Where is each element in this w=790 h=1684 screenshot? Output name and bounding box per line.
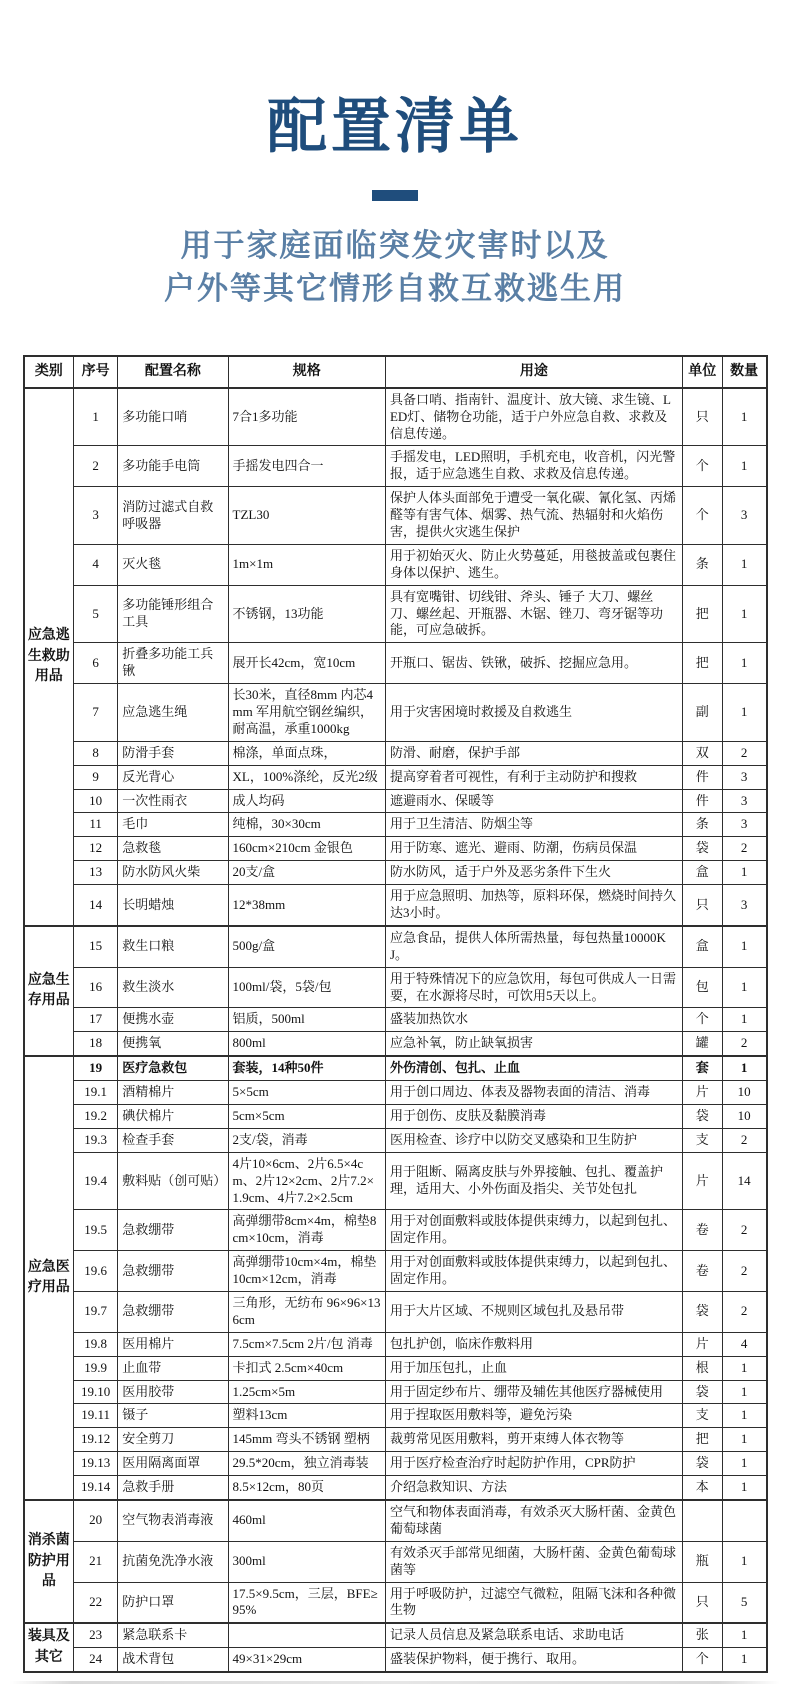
cell-name: 止血带 [118,1356,228,1380]
table-row [24,967,767,1008]
cell-number: 19.2 [74,1105,118,1129]
cell-spec: 20支/盒 [228,861,385,885]
col-header-category: 类别 [24,356,74,388]
cell-use: 用于应急照明、加热等，原料环保，燃烧时间持久达3小时。 [385,885,682,926]
cell-name: 救生淡水 [118,967,228,1008]
cell-qty: 3 [722,813,766,837]
cell-use: 盛装加热饮水 [385,1008,682,1032]
cell-spec: 高弹绷带8cm×4m，棉垫8cm×10cm，消毒 [228,1210,385,1251]
cell-unit: 只 [682,388,722,446]
table-row [24,684,767,742]
cell-unit: 片 [682,1332,722,1356]
cell-unit: 张 [682,1623,722,1647]
cell-unit: 根 [682,1356,722,1380]
cell-use: 用于灾害困境时救援及自救逃生 [385,684,682,742]
cell-name: 防水防风火柴 [118,861,228,885]
cell-use: 防水防风，适于户外及恶劣条件下生火 [385,861,682,885]
cell-spec: TZL30 [228,487,385,545]
cell-qty: 1 [722,388,766,446]
cell-name: 医疗急救包 [118,1056,228,1080]
col-header-spec: 规格 [228,356,385,388]
cell-qty: 2 [722,837,766,861]
cell-name: 镊子 [118,1404,228,1428]
cell-use: 具备口哨、指南针、温度计、放大镜、求生镜、LED灯、储物仓功能，适于户外应急自救、求救及信息传递。 [385,388,682,446]
cell-spec: 不锈钢，13功能 [228,585,385,643]
cell-spec: 棉涤，单面点珠， [228,741,385,765]
cell-name: 反光背心 [118,765,228,789]
cell-number: 13 [74,861,118,885]
cell-spec: 29.5*20cm，独立消毒装 [228,1452,385,1476]
cell-use: 医用检查、诊疗中以防交叉感染和卫生防护 [385,1128,682,1152]
table-row [24,1428,767,1452]
cell-name: 多功能口哨 [118,388,228,446]
cell-unit: 支 [682,1128,722,1152]
cell-spec: 卡扣式 2.5cm×40cm [228,1356,385,1380]
cell-name: 防护口罩 [118,1582,228,1623]
cell-use: 用于对创面敷料或肢体提供束缚力，以起到包扎、固定作用。 [385,1210,682,1251]
cell-use: 空气和物体表面消毒，有效杀灭大肠杆菌、金黄色葡萄球菌 [385,1500,682,1541]
cell-number: 16 [74,967,118,1008]
table-row [24,1452,767,1476]
cell-use: 用于对创面敷料或肢体提供束缚力，以起到包扎、固定作用。 [385,1251,682,1292]
cell-unit: 片 [682,1081,722,1105]
cell-spec: 2支/袋，消毒 [228,1128,385,1152]
cell-number: 19.13 [74,1452,118,1476]
cell-spec: 三角形，无纺布 96×96×136cm [228,1292,385,1333]
table-row [24,741,767,765]
cell-use: 有效杀灭手部常见细菌，大肠杆菌、金黄色葡萄球菌等 [385,1541,682,1582]
cell-use: 用于卫生清洁、防烟尘等 [385,813,682,837]
cell-unit: 个 [682,487,722,545]
cell-number: 19.6 [74,1251,118,1292]
cell-qty: 1 [722,1452,766,1476]
cell-number: 3 [74,487,118,545]
cell-number: 19.11 [74,1404,118,1428]
cell-use: 用于创口周边、体表及器物表面的清洁、消毒 [385,1081,682,1105]
cell-number: 11 [74,813,118,837]
cell-name: 敷料贴（创可贴） [118,1152,228,1210]
cell-use: 应急食品，提供人体所需热量，每包热量10000KJ。 [385,926,682,967]
cell-use: 具有宽嘴钳、切线钳、斧头、锤子 大刀、螺丝刀、螺丝起、开瓶器、木锯、锉刀、弯牙锯等功能，可应急破拆。 [385,585,682,643]
title-dash-divider [372,190,418,201]
cell-qty: 1 [722,1428,766,1452]
cell-unit: 罐 [682,1032,722,1056]
cell-name: 碘伏棉片 [118,1105,228,1129]
cell-qty: 2 [722,1032,766,1056]
cell-use: 遮避雨水、保暖等 [385,789,682,813]
table-row [24,1008,767,1032]
category-cell: 消杀菌防护用品 [24,1500,74,1623]
cell-spec: 1.25cm×5m [228,1380,385,1404]
cell-qty: 2 [722,1128,766,1152]
table-row [24,1648,767,1672]
cell-qty: 10 [722,1105,766,1129]
cell-number: 7 [74,684,118,742]
table-row [24,643,767,684]
cell-number: 19.8 [74,1332,118,1356]
table-row [24,446,767,487]
table-row [24,544,767,585]
category-cell: 应急生存用品 [24,926,74,1056]
cell-name: 救生口粮 [118,926,228,967]
col-header-unit: 单位 [682,356,722,388]
cell-spec: 高弹绷带10cm×4m，棉垫10cm×12cm，消毒 [228,1251,385,1292]
cell-unit: 只 [682,1582,722,1623]
cell-qty: 1 [722,1380,766,1404]
table-row [24,1541,767,1582]
table-row [24,765,767,789]
cell-number: 8 [74,741,118,765]
cell-spec: 7合1多功能 [228,388,385,446]
page-subtitle [0,225,790,311]
cell-name: 医用胶带 [118,1380,228,1404]
cell-spec: 纯棉，30×30cm [228,813,385,837]
cell-qty [722,1500,766,1541]
cell-qty: 1 [722,1623,766,1647]
cell-unit: 支 [682,1404,722,1428]
cell-unit: 个 [682,1008,722,1032]
col-header-use: 用途 [385,356,682,388]
table-row [24,1404,767,1428]
table-row [24,1623,767,1647]
cell-name: 一次性雨衣 [118,789,228,813]
cell-number: 19.7 [74,1292,118,1333]
cell-spec: 展开长42cm，宽10cm [228,643,385,684]
cell-spec: 460ml [228,1500,385,1541]
subtitle-line-1: 用于家庭面临突发灾害时以及 [180,228,610,263]
cell-number: 20 [74,1500,118,1541]
cell-qty: 1 [722,967,766,1008]
cell-spec: 长30米，直径8mm 内芯4mm 军用航空钢丝编织，耐高温，承重1000kg [228,684,385,742]
cell-unit: 盒 [682,926,722,967]
cell-qty: 1 [722,926,766,967]
table-row [24,926,767,967]
table-row [24,1056,767,1080]
col-header-name: 配置名称 [118,356,228,388]
cell-unit: 盒 [682,861,722,885]
cell-use: 裁剪常见医用敷料，剪开束缚人体衣物等 [385,1428,682,1452]
cell-use: 开瓶口、锯齿、铁锹，破拆、挖掘应急用。 [385,643,682,684]
cell-unit: 双 [682,741,722,765]
cell-number: 5 [74,585,118,643]
cell-name: 多功能锤形组合工具 [118,585,228,643]
cell-spec: 12*38mm [228,885,385,926]
cell-name: 毛巾 [118,813,228,837]
cell-qty: 3 [722,765,766,789]
cell-name: 急救毯 [118,837,228,861]
cell-unit: 把 [682,643,722,684]
cell-number: 18 [74,1032,118,1056]
cell-name: 长明蜡烛 [118,885,228,926]
cell-qty: 3 [722,885,766,926]
cell-use: 盛装保护物料，便于携行、取用。 [385,1648,682,1672]
table-row [24,1380,767,1404]
cell-use: 用于防寒、遮光、避雨、防潮，伤病员保温 [385,837,682,861]
cell-unit: 只 [682,885,722,926]
category-cell: 应急逃生救助用品 [24,388,74,926]
cell-spec: 塑料13cm [228,1404,385,1428]
cell-unit: 把 [682,1428,722,1452]
cell-number: 15 [74,926,118,967]
cell-use: 记录人员信息及紧急联系电话、求助电话 [385,1623,682,1647]
table-row [24,1582,767,1623]
category-cell: 应急医疗用品 [24,1056,74,1500]
cell-name: 医用棉片 [118,1332,228,1356]
cell-qty: 1 [722,1404,766,1428]
cell-use: 用于医疗检查治疗时起防护作用，CPR防护 [385,1452,682,1476]
cell-unit: 套 [682,1056,722,1080]
cell-name: 检查手套 [118,1128,228,1152]
cell-spec: XL，100%涤纶，反光2级 [228,765,385,789]
table-row [24,1128,767,1152]
cell-unit: 片 [682,1152,722,1210]
cell-number: 22 [74,1582,118,1623]
cell-use: 保护人体头面部免于遭受一氧化碳、氰化氢、丙烯醛等有害气体、烟雾、热气流、热辐射和火焰伤害，提供火灾逃生保护 [385,487,682,545]
cell-spec: 49×31×29cm [228,1648,385,1672]
cell-number: 23 [74,1623,118,1647]
cell-name: 急救绷带 [118,1292,228,1333]
cell-spec: 100ml/袋，5袋/包 [228,967,385,1008]
cell-use: 提高穿着者可视性，有利于主动防护和搜救 [385,765,682,789]
cell-qty: 1 [722,544,766,585]
cell-number: 19.1 [74,1081,118,1105]
cell-spec: 800ml [228,1032,385,1056]
cell-qty: 5 [722,1582,766,1623]
cell-use: 外伤清创、包扎、止血 [385,1056,682,1080]
cell-unit: 本 [682,1476,722,1500]
table-row [24,487,767,545]
cell-use: 介绍急救知识、方法 [385,1476,682,1500]
cell-unit [682,1500,722,1541]
cell-spec: 300ml [228,1541,385,1582]
cell-number: 10 [74,789,118,813]
cell-spec: 500g/盒 [228,926,385,967]
cell-name: 消防过滤式自救呼吸器 [118,487,228,545]
config-table-body [24,388,767,1672]
cell-qty: 1 [722,684,766,742]
cell-qty: 3 [722,789,766,813]
cell-spec: 5×5cm [228,1081,385,1105]
cell-spec: 7.5cm×7.5cm 2片/包 消毒 [228,1332,385,1356]
cell-use: 用于加压包扎，止血 [385,1356,682,1380]
cell-number: 14 [74,885,118,926]
table-row [24,789,767,813]
table-row [24,885,767,926]
category-cell: 装具及其它 [24,1623,74,1672]
cell-number: 19.4 [74,1152,118,1210]
cell-spec: 手摇发电四合一 [228,446,385,487]
cell-name: 安全剪刀 [118,1428,228,1452]
table-row [24,1356,767,1380]
cell-number: 24 [74,1648,118,1672]
table-row [24,1081,767,1105]
cell-name: 急救绷带 [118,1251,228,1292]
table-row [24,1332,767,1356]
cell-use: 用于固定纱布片、绷带及辅佐其他医疗器械使用 [385,1380,682,1404]
cell-unit: 个 [682,446,722,487]
table-row [24,1251,767,1292]
cell-spec: 145mm 弯头不锈钢 塑柄 [228,1428,385,1452]
cell-use: 用于大片区域、不规则区域包扎及悬吊带 [385,1292,682,1333]
cell-number: 9 [74,765,118,789]
cell-use: 用于特殊情况下的应急饮用，每包可供成人一日需要，在水源将尽时，可饮用5天以上。 [385,967,682,1008]
cell-name: 防滑手套 [118,741,228,765]
cell-unit: 袋 [682,1105,722,1129]
table-row [24,1152,767,1210]
cell-use: 包扎护创，临床作敷料用 [385,1332,682,1356]
cell-number: 6 [74,643,118,684]
cell-spec: 5cm×5cm [228,1105,385,1129]
table-row [24,388,767,446]
table-row [24,1105,767,1129]
cell-unit: 件 [682,789,722,813]
cell-name: 抗菌免洗净水液 [118,1541,228,1582]
cell-unit: 条 [682,813,722,837]
cell-use: 用于初始灭火、防止火势蔓延，用毯披盖或包裹住身体以保护、逃生。 [385,544,682,585]
cell-unit: 卷 [682,1210,722,1251]
cell-spec: 1m×1m [228,544,385,585]
cell-qty: 1 [722,1356,766,1380]
table-row [24,1500,767,1541]
cell-number: 19.14 [74,1476,118,1500]
cell-name: 多功能手电筒 [118,446,228,487]
col-header-qty: 数量 [722,356,766,388]
cell-name: 空气物表消毒液 [118,1500,228,1541]
cell-qty: 14 [722,1152,766,1210]
table-row [24,585,767,643]
cell-unit: 条 [682,544,722,585]
cell-name: 急救手册 [118,1476,228,1500]
cell-unit: 包 [682,967,722,1008]
cell-name: 便携氧 [118,1032,228,1056]
cell-use: 应急补氧，防止缺氧损害 [385,1032,682,1056]
cell-unit: 袋 [682,1292,722,1333]
cell-spec: 8.5×12cm，80页 [228,1476,385,1500]
cell-qty: 2 [722,1292,766,1333]
cell-qty: 1 [722,1541,766,1582]
cell-number: 19 [74,1056,118,1080]
cell-use: 手摇发电，LED照明，手机充电，收音机，闪光警报，适于应急逃生自救、求救及信息传递。 [385,446,682,487]
table-row [24,1210,767,1251]
cell-name: 应急逃生绳 [118,684,228,742]
cell-qty: 2 [722,1210,766,1251]
cell-number: 19.10 [74,1380,118,1404]
cell-name: 急救绷带 [118,1210,228,1251]
cell-unit: 卷 [682,1251,722,1292]
cell-use: 防滑、耐磨，保护手部 [385,741,682,765]
hero-section [0,0,790,311]
table-row [24,861,767,885]
cell-qty: 10 [722,1081,766,1105]
table-row [24,1032,767,1056]
cell-unit: 副 [682,684,722,742]
page-title: 配置清单 [267,93,523,160]
cell-spec: 17.5×9.5cm，三层，BFE≥95% [228,1582,385,1623]
cell-name: 酒精棉片 [118,1081,228,1105]
cell-spec [228,1623,385,1647]
cell-use: 用于捏取医用敷料等，避免污染 [385,1404,682,1428]
cell-qty: 1 [722,585,766,643]
cell-name: 医用隔离面罩 [118,1452,228,1476]
cell-number: 19.3 [74,1128,118,1152]
cell-qty: 1 [722,446,766,487]
cell-spec: 4片10×6cm、2片6.5×4cm、2片12×2cm、2片7.2×1.9cm、4片7.2×2.5cm [228,1152,385,1210]
cell-qty: 2 [722,741,766,765]
cell-use: 用于呼吸防护，过滤空气微粒，阻隔飞沫和各种微生物 [385,1582,682,1623]
cell-qty: 1 [722,1648,766,1672]
table-row [24,837,767,861]
cell-qty: 1 [722,1008,766,1032]
cell-number: 19.9 [74,1356,118,1380]
col-header-number: 序号 [74,356,118,388]
cell-qty: 1 [722,1476,766,1500]
cell-name: 战术背包 [118,1648,228,1672]
cell-qty: 1 [722,1056,766,1080]
cell-unit: 把 [682,585,722,643]
cell-qty: 3 [722,487,766,545]
cell-use: 用于阻断、隔离皮肤与外界接触、包扎、覆盖护理，适用大、小外伤面及指尖、关节处包扎 [385,1152,682,1210]
cell-number: 12 [74,837,118,861]
cell-qty: 2 [722,1251,766,1292]
cell-qty: 1 [722,861,766,885]
cell-number: 2 [74,446,118,487]
cell-unit: 个 [682,1648,722,1672]
table-row [24,813,767,837]
cell-spec: 铝质，500ml [228,1008,385,1032]
cell-qty: 1 [722,643,766,684]
cell-unit: 袋 [682,837,722,861]
cell-name: 便携水壶 [118,1008,228,1032]
cell-unit: 袋 [682,1380,722,1404]
cell-number: 21 [74,1541,118,1582]
cell-name: 灭火毯 [118,544,228,585]
cell-name: 紧急联系卡 [118,1623,228,1647]
cell-number: 19.12 [74,1428,118,1452]
cell-spec: 160cm×210cm 金银色 [228,837,385,861]
table-header-row [24,356,767,388]
table-row [24,1292,767,1333]
cell-spec: 成人均码 [228,789,385,813]
subtitle-line-2: 户外等其它情形自救互救逃生用 [164,270,626,306]
config-list-table [23,355,768,1674]
cell-number: 4 [74,544,118,585]
table-row [24,1476,767,1500]
cell-unit: 袋 [682,1452,722,1476]
cell-number: 1 [74,388,118,446]
cell-qty: 4 [722,1332,766,1356]
cell-spec: 套装，14种50件 [228,1056,385,1080]
cell-name: 折叠多功能工兵锹 [118,643,228,684]
cell-unit: 件 [682,765,722,789]
cell-number: 17 [74,1008,118,1032]
cell-use: 用于创伤、皮肤及黏膜消毒 [385,1105,682,1129]
cell-number: 19.5 [74,1210,118,1251]
cell-unit: 瓶 [682,1541,722,1582]
